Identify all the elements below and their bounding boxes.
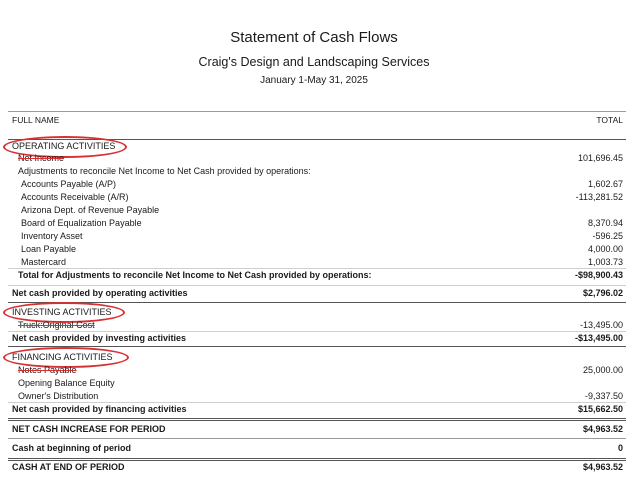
summary-top-rule bbox=[8, 418, 626, 419]
adjustments-total-amount: -$98,900.43 bbox=[574, 270, 623, 280]
summary-top-rule-double bbox=[8, 420, 626, 421]
financing-item-row bbox=[12, 377, 623, 390]
adjustments-total-row bbox=[12, 269, 623, 282]
operating-net-cash-amount: $2,796.02 bbox=[582, 288, 623, 298]
operating-net-cash-row bbox=[12, 287, 623, 300]
investing-item-amount: -13,495.00 bbox=[579, 320, 623, 330]
operating-item-label: Accounts Payable (A/P) bbox=[21, 179, 117, 189]
cash-beginning-amount: 0 bbox=[617, 443, 623, 453]
operating-item-amount: 1,602.67 bbox=[587, 179, 623, 189]
financing-net-cash-label: Net cash provided by financing activities bbox=[12, 404, 187, 414]
operating-net-rule bbox=[8, 285, 626, 286]
financing-net-cash-amount: $15,662.50 bbox=[577, 404, 623, 414]
operating-item-row bbox=[12, 191, 623, 204]
operating-item-label: Inventory Asset bbox=[21, 231, 83, 241]
beginning-rule bbox=[8, 438, 626, 439]
financing-item-label: Notes Payable bbox=[18, 365, 77, 375]
header-top-rule bbox=[8, 111, 626, 112]
financing-item-amount: 25,000.00 bbox=[582, 365, 623, 375]
cash-end-row bbox=[12, 461, 623, 474]
column-header-row bbox=[12, 114, 623, 127]
end-rule bbox=[8, 458, 626, 459]
operating-item-label: Arizona Dept. of Revenue Payable bbox=[21, 205, 160, 215]
net-income-row bbox=[12, 152, 623, 165]
net-increase-label: NET CASH INCREASE FOR PERIOD bbox=[12, 424, 166, 434]
net-increase-amount: $4,963.52 bbox=[582, 424, 623, 434]
operating-item-row bbox=[12, 217, 623, 230]
investing-top-rule bbox=[8, 302, 626, 303]
operating-item-amount: -596.25 bbox=[592, 231, 623, 241]
adjustments-label: Adjustments to reconcile Net Income to Net Cash provided by operations: bbox=[18, 166, 311, 176]
operating-item-row bbox=[12, 230, 623, 243]
investing-net-cash-amount: -$13,495.00 bbox=[574, 333, 623, 343]
investing-heading: INVESTING ACTIVITIES bbox=[12, 307, 112, 317]
column-header-name: FULL NAME bbox=[12, 115, 60, 125]
operating-item-amount: -113,281.52 bbox=[575, 192, 623, 202]
investing-net-cash-row bbox=[12, 332, 623, 345]
operating-item-label: Board of Equalization Payable bbox=[21, 218, 142, 228]
operating-item-label: Mastercard bbox=[21, 257, 67, 267]
operating-heading: OPERATING ACTIVITIES bbox=[12, 141, 116, 151]
investing-net-cash-label: Net cash provided by investing activities bbox=[12, 333, 187, 343]
operating-item-amount: 8,370.94 bbox=[587, 218, 623, 228]
operating-item-amount: 1,003.73 bbox=[587, 257, 623, 267]
column-header-total: TOTAL bbox=[596, 115, 623, 125]
financing-item-label: Opening Balance Equity bbox=[18, 378, 115, 388]
financing-item-row bbox=[12, 364, 623, 377]
operating-item-amount: 4,000.00 bbox=[587, 244, 623, 254]
financing-net-cash-row bbox=[12, 403, 623, 416]
report-period: January 1-May 31, 2025 bbox=[260, 75, 368, 86]
cash-end-amount: $4,963.52 bbox=[582, 462, 623, 472]
adjustments-label-row bbox=[12, 165, 623, 178]
cash-end-label: CASH AT END OF PERIOD bbox=[12, 462, 125, 472]
operating-item-row bbox=[12, 243, 623, 256]
operating-item-row bbox=[12, 178, 623, 191]
financing-item-amount: -9,337.50 bbox=[584, 391, 623, 401]
cash-beginning-label: Cash at beginning of period bbox=[12, 443, 131, 453]
report-title: Statement of Cash Flows bbox=[230, 29, 398, 46]
operating-item-label: Loan Payable bbox=[21, 244, 77, 254]
net-income-label: Net Income bbox=[18, 153, 65, 163]
net-income-amount: 101,696.45 bbox=[577, 153, 623, 163]
investing-item-label: Truck:Original Cost bbox=[18, 320, 95, 330]
financing-item-label: Owner's Distribution bbox=[18, 391, 99, 401]
cash-beginning-row bbox=[12, 442, 623, 455]
operating-item-label: Accounts Receivable (A/R) bbox=[21, 192, 129, 202]
net-increase-row bbox=[12, 423, 623, 436]
operating-item-row bbox=[12, 204, 623, 217]
financing-heading: FINANCING ACTIVITIES bbox=[12, 352, 113, 362]
adjustments-total-label: Total for Adjustments to reconcile Net Income to Net Cash provided by operations: bbox=[18, 270, 372, 280]
operating-net-cash-label: Net cash provided by operating activities bbox=[12, 288, 188, 298]
company-name: Craig's Design and Landscaping Services bbox=[198, 55, 430, 69]
financing-top-rule bbox=[8, 346, 626, 347]
